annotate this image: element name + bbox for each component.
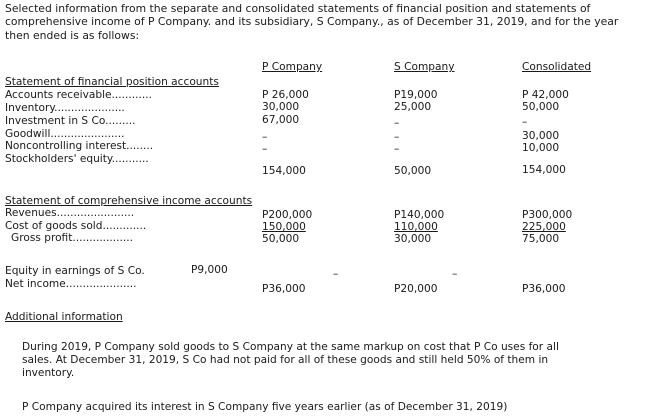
cell-p: P9,000 [191, 264, 228, 276]
cell-cons: 225,000 [522, 221, 566, 233]
cell-cons: P36,000 [522, 283, 566, 295]
cell-p: – [262, 131, 268, 143]
cell-cons: P 42,000 [522, 89, 569, 101]
additional-paragraph-1: During 2019, P Company sold goods to S Company at the same markup on cost that P Co uses for all sales. At December 31, 2019, S Co had not paid for all of these goods and still held 50% of them in inventory. [22, 341, 559, 380]
cell-p: 67,000 [262, 114, 300, 126]
cell-s: – [394, 117, 400, 129]
cell-s: P140,000 [394, 209, 445, 221]
sfp-title: Statement of financial position accounts [5, 76, 219, 88]
cell-cons: P300,000 [522, 209, 573, 221]
cell-s: – [394, 131, 400, 143]
cell-cons: 75,000 [522, 233, 560, 245]
cell-cons: – [452, 268, 458, 280]
cell-s: P19,000 [394, 89, 438, 101]
row-label: Accounts receivable............ [5, 89, 152, 101]
cell-p: P36,000 [262, 283, 306, 295]
row-label: Noncontrolling interest........ [5, 140, 154, 152]
cell-s: – [394, 143, 400, 155]
cell-s: 110,000 [394, 221, 438, 233]
cell-s: 30,000 [394, 233, 432, 245]
cell-p: P200,000 [262, 209, 313, 221]
cell-cons: – [522, 116, 528, 128]
cell-s: 50,000 [394, 165, 432, 177]
header-s-company: S Company [394, 61, 455, 73]
row-label: Goodwill...................... [5, 128, 125, 140]
additional-paragraph-2: P Company acquired its interest in S Company five years earlier (as of December 31, 2019) [22, 401, 508, 413]
cell-p: 30,000 [262, 101, 300, 113]
cell-cons: 50,000 [522, 101, 560, 113]
cell-s: P20,000 [394, 283, 438, 295]
row-label: Net income..................... [5, 278, 137, 290]
header-p-company: P Company [262, 61, 323, 73]
row-label: Stockholders' equity........... [5, 153, 149, 165]
cell-s: – [333, 268, 339, 280]
row-label: Equity in earnings of S Co. [5, 265, 145, 277]
row-label: Revenues....................... [5, 207, 135, 219]
cell-cons: 30,000 [522, 130, 560, 142]
header-consolidated: Consolidated [522, 61, 592, 73]
cell-s: 25,000 [394, 101, 432, 113]
cell-p: 50,000 [262, 233, 300, 245]
cell-p: P 26,000 [262, 89, 309, 101]
cell-cons: 10,000 [522, 142, 560, 154]
sci-title: Statement of comprehensive income accounts [5, 195, 253, 207]
cell-p: 154,000 [262, 165, 306, 177]
row-label: Investment in S Co......... [5, 115, 136, 127]
cell-cons: 154,000 [522, 164, 566, 176]
intro-paragraph: Selected information from the separate and consolidated statements of financial position and statements of comprehensive income of P Company. and its subsidiary, S Company., as of December 31, 2019, and for the year then ended is as follows: [5, 2, 619, 42]
cell-p: 150,000 [262, 221, 306, 233]
cell-p: – [262, 143, 268, 155]
row-label: Gross profit.................. [11, 232, 133, 244]
additional-title: Additional information [5, 311, 123, 323]
row-label: Cost of goods sold............. [5, 220, 147, 232]
row-label: Inventory..................... [5, 102, 125, 114]
